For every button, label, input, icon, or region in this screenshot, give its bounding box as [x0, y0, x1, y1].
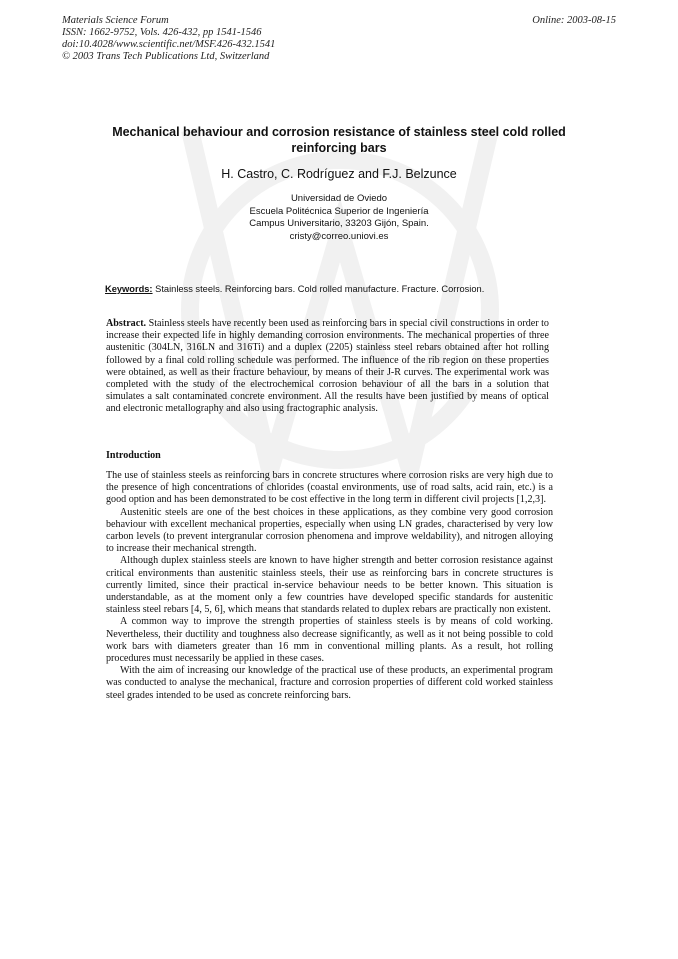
keywords-text: Stainless steels. Reinforcing bars. Cold rolled manufacture. Fracture. Corrosion.: [155, 284, 485, 294]
affiliation-university: Universidad de Oviedo: [290, 193, 388, 204]
intro-paragraph: Austenitic steels are one of the best choices in these applications, as they combine very good corrosion behaviour with excellent mechanical properties, especially when using LN grades, characterised by very low carbon levels (to prevent intergranular corrosion phenomena and improve weldability), and nitrogen alloying to increase their mechanical strength.: [106, 506, 553, 555]
intro-paragraph: A common way to improve the strength properties of stainless steels is by means of cold working. Nevertheless, their ductility and toughness also decrease significantly, as well as it not being possible to cold work bars with diameters greater than 16 mm in conventional milling plants. As a result, hot rolling procedures must necessarily be applied in these cases.: [106, 616, 553, 665]
abstract-label: Abstract.: [106, 318, 147, 329]
keywords-line: [105, 284, 484, 294]
online-date: Online: 2003-08-15: [532, 15, 616, 26]
introduction-body: [106, 470, 553, 702]
paper-authors: H. Castro, C. Rodríguez and F.J. Belzunce: [221, 167, 457, 181]
affiliation-school: Escuela Politécnica Superior de Ingeniería: [249, 205, 429, 217]
affiliation-address: Campus Universitario, 33203 Gijón, Spain.: [249, 218, 429, 229]
affiliation-block: [140, 193, 538, 243]
journal-name: Materials Science Forum: [62, 15, 169, 26]
intro-paragraph: The use of stainless steels as reinforcing bars in concrete structures where corrosion risks are very high due to the presence of high concentrations of chlorides (coastal environments, use of road salts, acid rain, etc.) is a good option and has been demonstrated to be cost effective in the long term in different civil projects [1,2,3].: [106, 470, 553, 506]
affiliation-email: cristy@correo.uniovi.es: [289, 230, 389, 242]
journal-header: [62, 15, 275, 63]
paper-title: Mechanical behaviour and corrosion resistance of stainless steel cold rolled reinforcing bars: [112, 125, 566, 155]
journal-doi: doi:10.4028/www.scientific.net/MSF.426-432.1541: [62, 39, 276, 50]
intro-paragraph: Although duplex stainless steels are known to have higher strength and better corrosion resistance against critical environments than austenitic stainless steels, their use as reinforcing bars in concrete structures is currently limited, since their practical in-service behaviour needs to be better known. This situation is understandable, as at the moment only a few countries have developed specific standards for austenitic stainless steel rebars [4, 5, 6], which means that standards related to duplex rebars are practically non existent.: [106, 555, 553, 616]
journal-issn: ISSN: 1662-9752, Vols. 426-432, pp 1541-1546: [62, 27, 262, 38]
intro-paragraph: With the aim of increasing our knowledge of the practical use of these products, an experimental program was conducted to analyse the mechanical, fracture and corrosion properties of different cold worked stainless steel grades intended to be used as concrete reinforcing bars.: [106, 665, 553, 701]
abstract-text: Stainless steels have recently been used as reinforcing bars in special civil constructions in order to increase their expected life in highly demanding corrosion environments. The mechanical properties of three austenitic (304LN, 316LN and 316Ti) and a duplex (2205) stainless steel rebars obtained after hot rolling followed by a final cold rolling schedule was performed. The influence of the rib region on these properties were obtained, as well as their fracture behaviour, by means of their J-R curves. The experimental work was completed with the study of the electrochemical corrosion behaviour of all the bars in a solution that simulates a salt contaminated concrete environment. All the results have been justified by means of optical and electronic metallography and also using fractographic analysis.: [106, 318, 549, 415]
journal-copyright: © 2003 Trans Tech Publications Ltd, Switzerland: [62, 51, 270, 62]
introduction-heading: Introduction: [106, 450, 161, 461]
keywords-label: Keywords:: [105, 284, 153, 294]
abstract: [106, 318, 549, 416]
